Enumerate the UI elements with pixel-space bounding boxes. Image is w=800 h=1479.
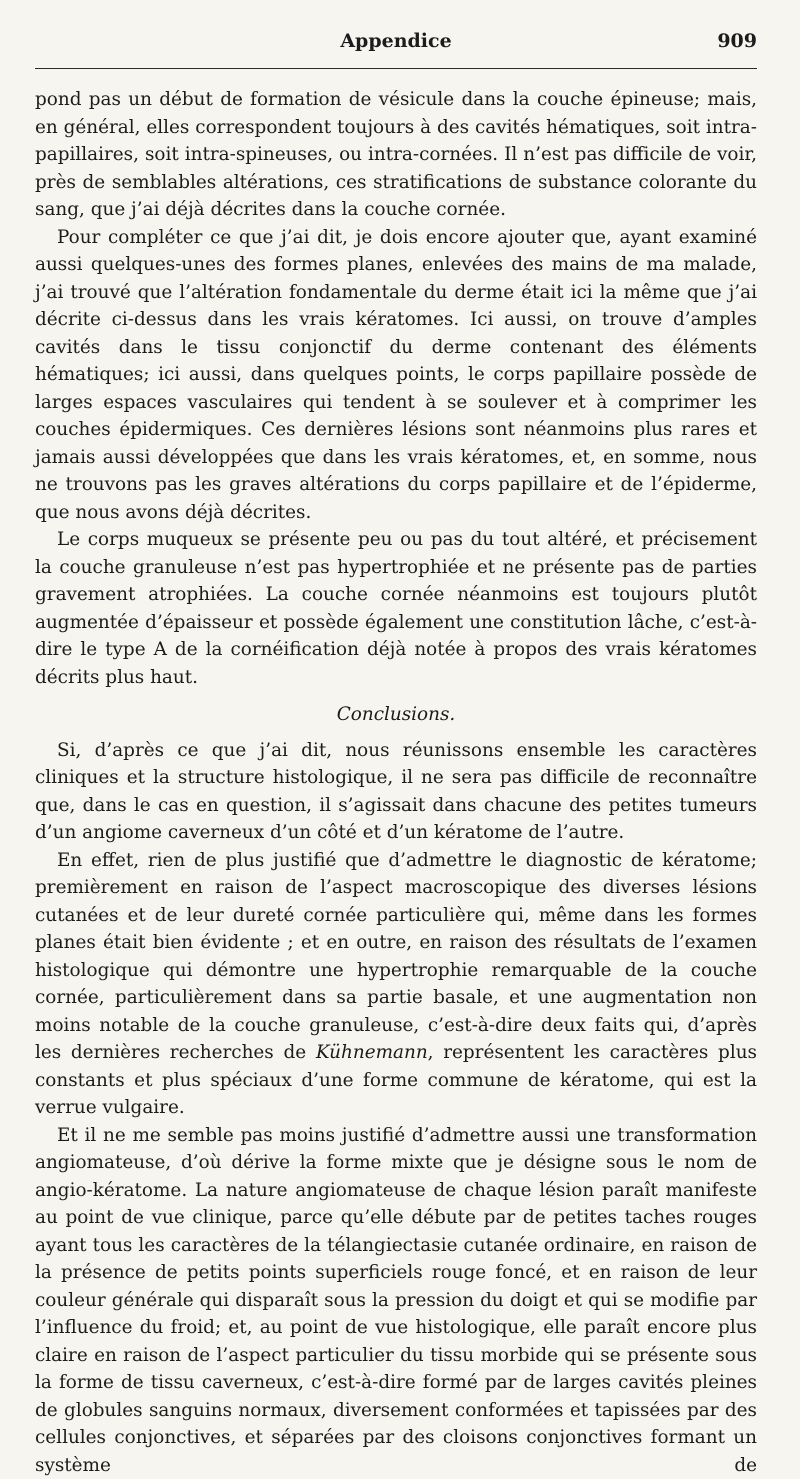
paragraph: Pour compléter ce que j’ai dit, je dois encore ajouter que, ayant examiné aussi quelques-unes des formes planes, enlevées des mains de ma malade, j’ai trouvé que l’altération fondamentale du derme était ici la même que j’ai décrite ci-dessus dans les vrais kératomes. Ici aussi, on trouve d’amples cavités dans le tissu conjonctif du derme contenant des éléments hématiques; ici aussi, dans quelques points, le corps papillaire possède de larges espaces vasculaires qui tendent à se soulever et à comprimer les couches épidermiques. Ces dernières lésions sont néanmoins plus rares et jamais aussi développées que dans les vrais kératomes, et, en somme, nous ne trouvons pas les graves altérations du corps papillaire et de l’épiderme, que nous avons déjà décrites. [35, 224, 757, 527]
running-title: Appendice [340, 30, 451, 52]
paragraph: Le corps muqueux se présente peu ou pas du tout altéré, et précisement la couche granuleuse n’est pas hypertrophiée et ne présente pas de parties gravement atrophiées. La couche cornée néanmoins est toujours plutôt augmentée d’épaisseur et possède également une constitution lâche, c’est-à-dire le type A de la cornéification déjà notée à propos des vrais kératomes décrits plus haut. [35, 526, 757, 691]
header-rule [35, 68, 757, 69]
page-number: 909 [717, 30, 757, 52]
section-heading: Conclusions. [35, 691, 757, 737]
paragraph: En effet, rien de plus justifié que d’admettre le diagnostic de kératome; premièrement en raison de l’aspect macroscopique des diverses lésions cutanées et de leur dureté cornée particulière qui, même dans les formes planes était bien évidente ; et en outre, en raison des résultats de l’examen histologique qui démontre une hypertrophie remarquable de la couche cornée, particulièrement dans sa partie basale, et une augmentation non moins notable de la couche granuleuse, c’est-à-dire deux faits qui, d’après les dernières recherches de Kühnemann, représentent les caractères plus constants et plus spéciaux d’une forme commune de kératome, qui est la verrue vulgaire. [35, 847, 757, 1122]
page-header [35, 30, 757, 52]
page-body [35, 86, 757, 1479]
paragraph: Et il ne me semble pas moins justifié d’admettre aussi une transformation angiomateuse, d’où dérive la forme mixte que je désigne sous le nom de angio-kératome. La nature angiomateuse de chaque lésion paraît manifeste au point de vue clinique, parce qu’elle débute par de petites taches rouges ayant tous les caractères de la télangiectasie cutanée ordinaire, en raison de la présence de petits points superficiels rouge foncé, et en raison de leur couleur générale qui disparaît sous la pression du doigt et qui se modifie par l’influence du froid; et, au point de vue histologique, elle paraît encore plus claire en raison de l’aspect particulier du tissu morbide qui se présente sous la forme de tissu caverneux, c’est-à-dire formé par de larges cavités pleines de globules sanguins normaux, diversement conformées et tapissées par des cellules conjonctives, et séparées par des cloisons conjonctives formant un système de [35, 1122, 757, 1479]
author-name: Kühnemann [316, 1042, 428, 1063]
paragraph: Si, d’après ce que j’ai dit, nous réunissons ensemble les caractères cliniques et la structure histologique, il ne sera pas difficile de reconnaître que, dans le cas en question, il s’agissait dans chacune des petites tumeurs d’un angiome caverneux d’un côté et d’un kératome de l’autre. [35, 737, 757, 847]
paragraph-continuation: pond pas un début de formation de vésicule dans la couche épineuse; mais, en général, elles correspondent toujours à des cavités hématiques, soit intra-papillaires, soit intra-spineuses, ou intra-cornées. Il n’est pas difficile de voir, près de semblables altérations, ces stratifications de substance colorante du sang, que j’ai déjà décrites dans la couche cornée. [35, 86, 757, 224]
